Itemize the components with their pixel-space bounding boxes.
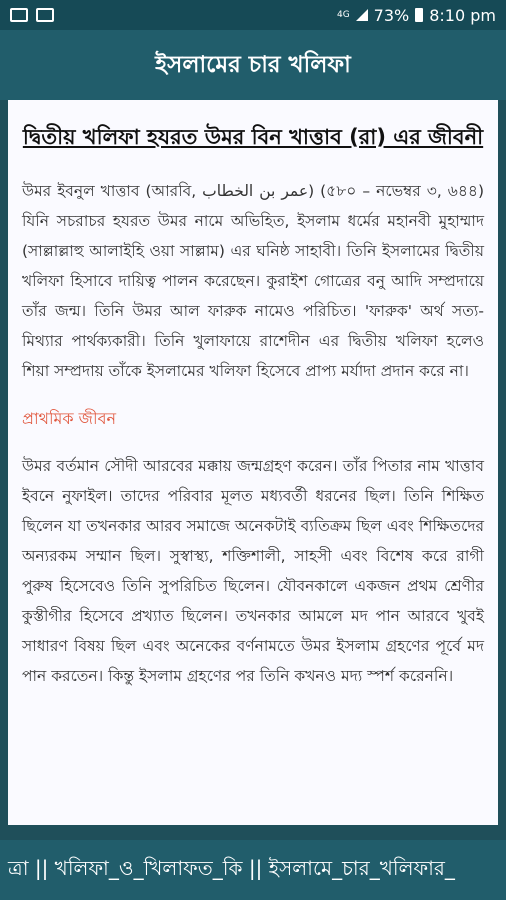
marquee-text: ত্রা || খলিফা_ও_খিলাফত_কি || ইসলামে_চার_খলিফার_ [8,855,455,880]
status-left [10,8,54,22]
clock: 8:10 pm [429,5,496,25]
wifi-icon [36,8,54,22]
article-content[interactable] [8,100,498,825]
app-title: ইসলামের চার খলিফা [155,51,351,78]
bottom-marquee[interactable] [0,840,506,900]
section-heading: প্রাথমিক জীবন [22,409,117,428]
article-title: দ্বিতীয় খলিফা হযরত উমর বিন খাত্তাব (রা) এর জীবনী [22,125,484,149]
app-bar [0,30,506,100]
article-paragraph: উমর ইবনুল খাত্তাব (আরবি, عمر بن الخطاب) (৫৮০ – নভেম্বর ৩, ৬৪৪) যিনি সচরাচর হযরত উমর নামে অভিহিত, ইসলাম ধর্মের মহানবী মুহাম্মাদ (সাল্লাল্লাহু আলাইহি ওয়া সাল্লাম) এর ঘনিষ্ঠ সাহাবী। তিনি ইসলামের দ্বিতীয় খলিফা হিসাবে দায়িত্ব পালন করেছেন। কুরাইশ গোত্রের বনু আদি সম্প্রদায়ে তাঁর জন্ম। তিনি উমর আল ফারুক নামেও পরিচিত। 'ফারুক' অর্থ সত্য-মিথ্যার পার্থক্যকারী। তিনি খুলাফায়ে রাশেদীন এর দ্বিতীয় খলিফা হলেও শিয়া সম্প্রদায় তাঁকে ইসলামের খলিফা হিসেবে প্রাপ্য মর্যাদা প্রদান করে না। [22,182,484,380]
network-label: 4G [336,10,350,20]
signal-icon [356,9,368,21]
status-bar [0,0,506,30]
book-icon [10,8,28,22]
battery-percent: 73% [373,5,410,25]
status-right [337,6,496,25]
article-paragraph: উমর বর্তমান সৌদী আরবের মক্কায় জন্মগ্রহণ করেন। তাঁর পিতার নাম খাত্তাব ইবনে নুফাইল। তাদের পরিবার মূলত মধ্যবর্তী ধরনের ছিল। তিনি শিক্ষিত ছিলেন যা তখনকার আরব সমাজে অনেকটাই ব্যতিক্রম ছিল এবং শিক্ষিতদের অন্যরকম সম্মান ছিল। সুস্বাস্থ্য, শক্তিশালী, সাহসী এবং বিশেষ করে রাগী পুরুষ হিসেবেও তিনি সুপরিচিত ছিলেন। যৌবনকালে একজন প্রথম শ্রেণীর কুস্তীগীর হিসেবে প্রখ্যাত ছিলেন। তখনকার আমলে মদ পান আরবে খুবই সাধারণ বিষয় ছিল এবং অনেকের বর্ণনামতে উমর ইসলাম গ্রহণের পূর্বে মদ পান করতেন। কিন্তু ইসলাম গ্রহণের পর তিনি কখনও মদ্য স্পর্শ করেননি। [22,457,484,685]
battery-icon [415,8,423,22]
